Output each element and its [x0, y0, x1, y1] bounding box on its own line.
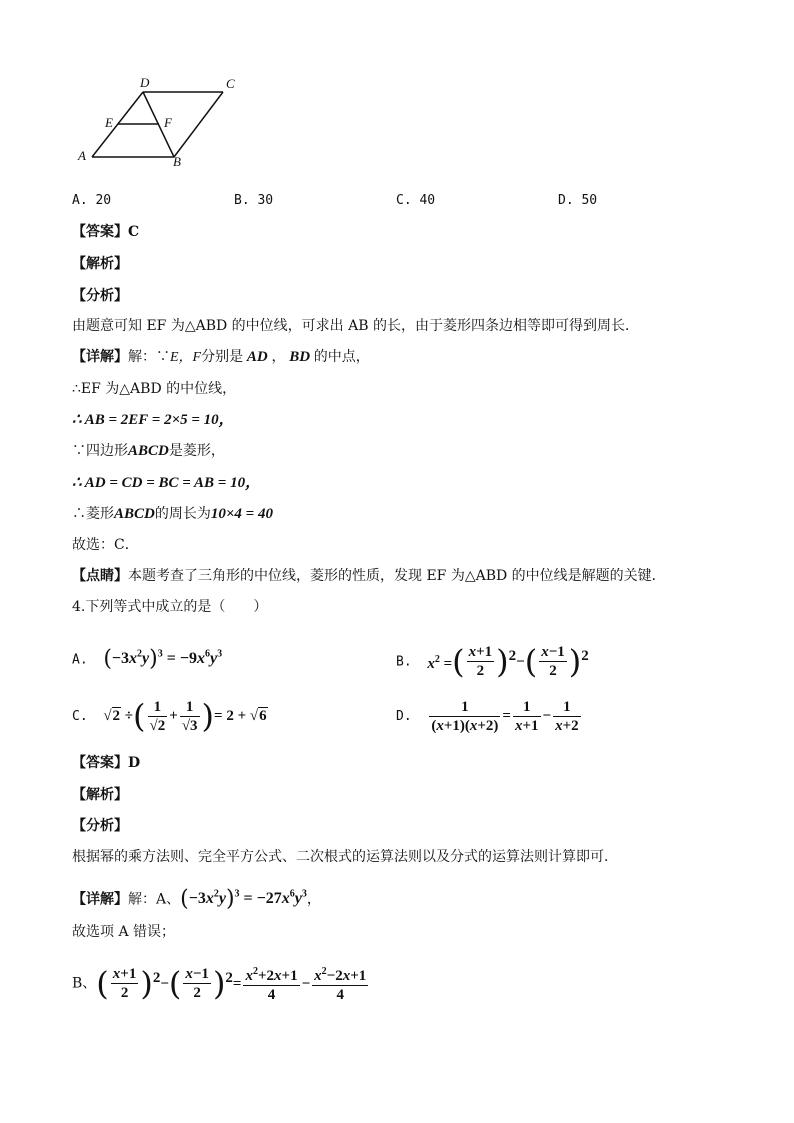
- q4-stem: 4.下列等式中成立的是（ ）: [72, 599, 268, 615]
- q4-xiangjie-intro: 解：A、: [128, 891, 181, 908]
- dianjing-tag: 【点睛】: [72, 568, 128, 584]
- q4-answer-tag: 【答案】: [72, 755, 128, 771]
- option-d: D. 50: [558, 193, 598, 208]
- step-4-post: 是菱形，: [168, 443, 225, 459]
- dianjing-text: 本题考查了三角形的中位线，菱形的性质，发现 EF 为△ABD 的中位线是解题的关键．: [128, 568, 666, 584]
- label-b: B: [173, 154, 181, 169]
- xiangjie-intro: 解：∵: [128, 349, 170, 365]
- q4-fenxi-tag: 【分析】: [72, 818, 128, 834]
- xiangjie-tag: 【详解】: [72, 349, 128, 365]
- step-4: ∵四边形ABCD是菱形，: [72, 443, 225, 459]
- xiangjie-line: 【详解】解：∵E，F分别是 AD ， BD 的中点，: [72, 349, 370, 365]
- dianjing-line: [72, 566, 666, 586]
- edge-bc: [174, 92, 223, 157]
- q4-option-c: C. √2 ÷( $\frac{1}{√2}$ + $\frac{1}{√3}$ )= 2 + √6: [72, 697, 267, 735]
- q4-option-a: A. $(-3x^2y)^3 = -9x^6y^3$: [72, 646, 223, 672]
- fenxi-tag: 【分析】: [72, 288, 128, 304]
- q4-b-label: B、: [72, 975, 97, 992]
- step-2: ∴EF 为△ABD 的中位线，: [72, 381, 237, 397]
- label-c: C: [226, 76, 235, 91]
- choose-line: 故选：C．: [72, 537, 139, 553]
- step-6-math: 10×4 = 40: [210, 506, 273, 522]
- answer-value: C: [128, 224, 140, 240]
- label-e: E: [105, 115, 113, 130]
- q4-answer-value: D: [128, 755, 141, 771]
- q4-option-b-work: B、( $\frac{x+1}{2}$ )$^2$−( $\frac{x-1}{2}$ )$^2$= $\frac{x^2+2x+1}{4}$ − $\frac{x^2-2x+1}{4}$: [72, 964, 367, 1004]
- step-5: ∴ AD = CD = BC = AB = 10，: [72, 475, 261, 491]
- step-6-pre: ∴菱形: [72, 506, 114, 522]
- option-c: C. 40: [396, 193, 436, 208]
- analysis-tag: 【解析】: [72, 256, 128, 272]
- step-6-mid: 的周长为: [154, 506, 211, 522]
- q4-wrong-a: 故选项 A 错误；: [72, 924, 176, 940]
- q4-fenxi-text: 根据幂的乘方法则、完全平方公式、二次根式的运算法则以及分式的运算法则计算即可．: [72, 849, 618, 865]
- option-b: B. 30: [234, 193, 274, 208]
- q4-analysis-tag: 【解析】: [72, 787, 128, 803]
- q3-answer-line: [72, 222, 139, 242]
- label-a: A: [78, 148, 86, 163]
- option-a: A. 20: [72, 193, 112, 208]
- q4-option-d: D. $\frac{1}{(x+1)(x+2)}$ = $\frac{1}{x+1}$ − $\frac{1}{x+2}$: [396, 698, 579, 734]
- answer-tag: 【答案】: [72, 224, 128, 240]
- fenxi-text: 由题意可知 EF 为△ABD 的中位线，可求出 AB 的长，由于菱形四条边相等即可得到周长．: [72, 318, 639, 334]
- step-3: ∴ AB = 2EF = 2×5 = 10，: [72, 412, 234, 428]
- label-d: D: [140, 75, 150, 90]
- q4-xiangjie-tag: 【详解】: [72, 891, 128, 908]
- rhombus-figure: [0, 0, 794, 180]
- q4-option-b: B. $x^2$ =( $\frac{x+1}{2}$ )$^2$−( $\frac{x-1}{2}$ )$^2$: [396, 642, 589, 681]
- q4-xiangjie-line: 【详解】解：A、$(-3x^2y)^3 = -27x^6y^3$，: [72, 886, 321, 912]
- step-6: ∴菱形ABCD的周长为10×4 = 40: [72, 506, 273, 522]
- step-4-pre: ∵四边形: [72, 443, 128, 459]
- xiangjie-mid: 的中点，: [313, 349, 370, 365]
- xiangjie-rest: 分别是: [201, 349, 244, 365]
- label-f: F: [164, 115, 172, 130]
- q4-answer-line: [72, 753, 140, 773]
